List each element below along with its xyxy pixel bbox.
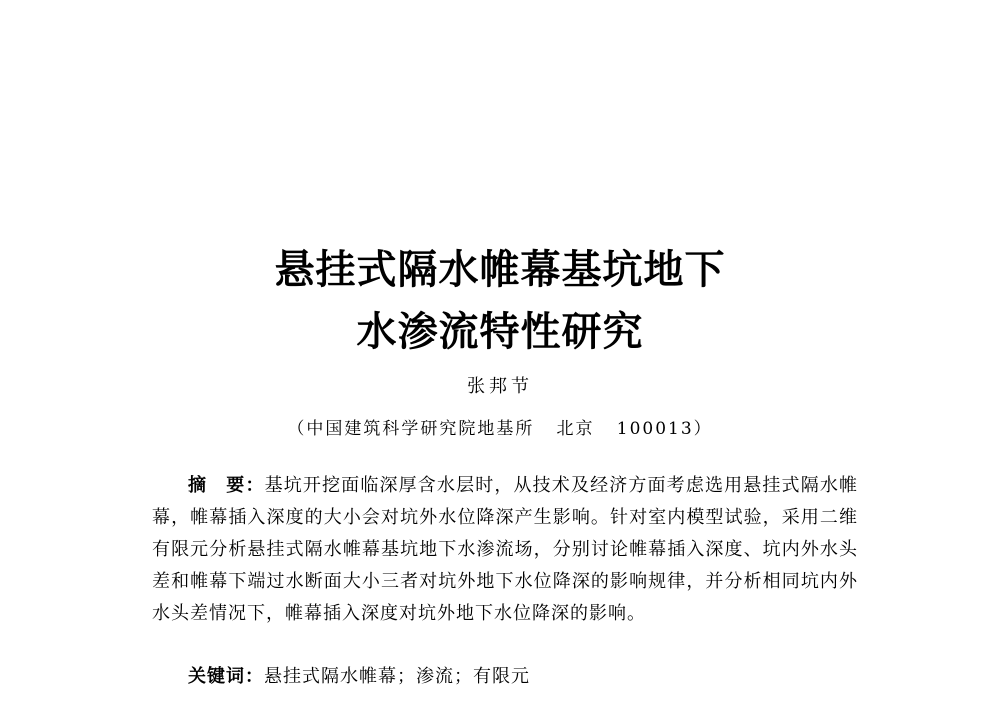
author-name: 张邦节	[467, 376, 533, 397]
abstract-text: 基坑开挖面临深厚含水层时，从技术及经济方面考虑选用悬挂式隔水帷幕，帷幕插入深度的大小会对坑外水位降深产生影响。针对室内模型试验，采用二维有限元分析悬挂式隔水帷幕基坑地下水渗流场，分别讨论帷幕插入深度、坑内外水头差和帷幕下端过水断面大小三者对坑外地下水位降深的影响规律，并分析相同坑内外水头差情况下，帷幕插入深度对坑外地下水位降深的影响。	[152, 475, 859, 624]
paper-title-line-1: 悬挂式隔水帷幕基坑地下	[274, 247, 726, 293]
abstract-label: 摘 要：	[188, 475, 265, 496]
keywords-label: 关键词：	[188, 666, 264, 687]
abstract	[152, 470, 858, 630]
paper-title-line-2: 水渗流特性研究	[356, 309, 644, 355]
affiliation-postcode: 100013	[616, 419, 694, 439]
author-affiliation	[0, 414, 1000, 439]
keywords-text: 悬挂式隔水帷幕；渗流；有限元	[264, 666, 530, 687]
affiliation-open-paren: （	[287, 419, 307, 439]
affiliation-city: 北京	[556, 419, 595, 439]
affiliation-close-paren: ）	[693, 419, 713, 439]
keywords	[188, 661, 858, 693]
affiliation-institution: 中国建筑科学研究院地基所	[306, 419, 535, 439]
